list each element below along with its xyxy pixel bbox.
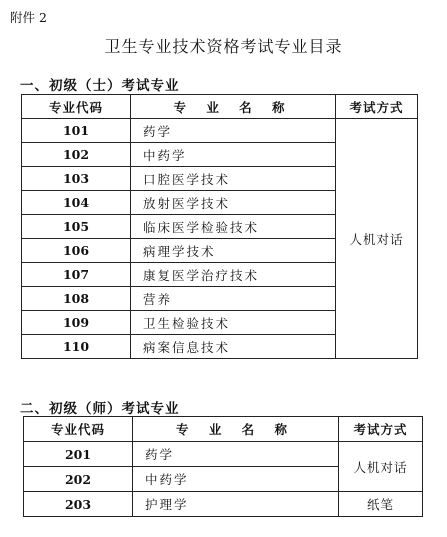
header-code: 专业代码 [22,95,131,119]
row-name: 护理学 [133,492,339,517]
exam-method-cell: 人机对话 [336,119,418,359]
row-code: 104 [22,191,131,215]
exam-method-cell: 纸笔 [339,492,423,517]
row-code: 105 [22,215,131,239]
row-name: 营养 [131,287,336,311]
row-code: 108 [22,287,131,311]
row-name: 放射医学技术 [131,191,336,215]
row-name: 病案信息技术 [131,335,336,359]
row-name: 中药学 [133,467,339,492]
section-heading-junior-shi: 一、初级（士）考试专业 [20,78,180,94]
row-code: 109 [22,311,131,335]
annex-label: 附件 2 [10,10,47,25]
table-header-row [22,95,418,119]
section-heading-junior-shi-teacher: 二、初级（师）考试专业 [20,401,180,417]
row-name: 中药学 [131,143,336,167]
table-header-row [24,417,423,442]
row-code: 103 [22,167,131,191]
row-code: 102 [22,143,131,167]
table-row [24,442,423,467]
row-name: 口腔医学技术 [131,167,336,191]
row-code: 203 [24,492,133,517]
row-name: 临床医学检验技术 [131,215,336,239]
table-row [22,119,418,143]
row-code: 101 [22,119,131,143]
row-name: 康复医学治疗技术 [131,263,336,287]
header-method: 考试方式 [336,95,418,119]
row-code: 107 [22,263,131,287]
row-name: 药学 [133,442,339,467]
page-title: 卫生专业技术资格考试专业目录 [104,37,343,56]
row-code: 110 [22,335,131,359]
table-junior-teacher [23,416,423,517]
header-name: 专 业 名 称 [131,95,336,119]
row-name: 药学 [131,119,336,143]
table-row [24,492,423,517]
row-code: 202 [24,467,133,492]
header-name: 专 业 名 称 [133,417,339,442]
exam-method-cell: 人机对话 [339,442,423,492]
table-junior-shi [21,94,418,359]
row-code: 106 [22,239,131,263]
header-code: 专业代码 [24,417,133,442]
row-code: 201 [24,442,133,467]
row-name: 病理学技术 [131,239,336,263]
header-method: 考试方式 [339,417,423,442]
row-name: 卫生检验技术 [131,311,336,335]
